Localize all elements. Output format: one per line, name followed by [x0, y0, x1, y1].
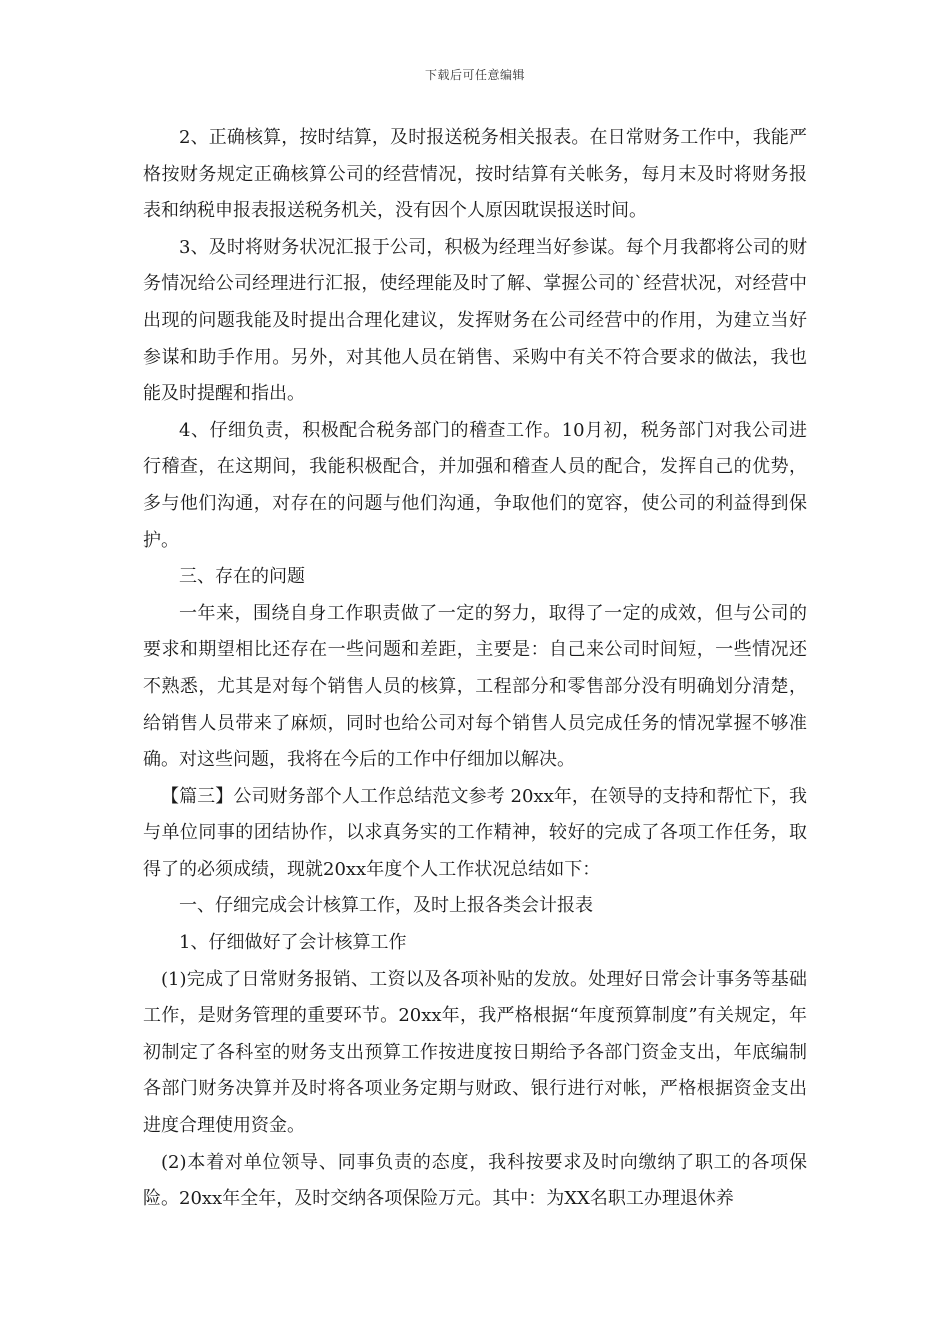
section-heading-accounting-work: 一、仔细完成会计核算工作，及时上报各类会计报表 [179, 895, 593, 917]
paragraph-part-three-intro: 【篇三】公司财务部个人工作总结范文参考 20xx年，在领导的支持和帮忙下，我与单位同事的团结协作，以求真务实的工作精神，较好的完成了各项工作任务，取得了的必须成绩，现就20xx年度个人工作状况总结如下： [143, 785, 807, 880]
paragraph-problems: 一年来，围绕自身工作职责做了一定的努力，取得了一定的成效，但与公司的要求和期望相比还存在一些问题和差距，主要是：自己来公司时间短，一些情况还不熟悉，尤其是对每个销售人员的核算，工程部分和零售部分没有明确划分清楚，给销售人员带来了麻烦，同时也给公司对每个销售人员完成任务的情况掌握不够准确。对这些问题，我将在今后的工作中仔细加以解决。 [143, 602, 807, 771]
paragraph-tax-audit: 4、仔细负责，积极配合税务部门的稽查工作。10月初，税务部门对我公司进行稽查，在这期间，我能积极配合，并加强和稽查人员的配合，发挥自己的优势，多与他们沟通，对存在的问题与他们沟通，争取他们的宽容，使公司的利益得到保护。 [143, 419, 807, 551]
section-heading-problems: 三、存在的问题 [179, 566, 305, 588]
paragraph-item-2: (2)本着对单位领导、同事负责的态度，我科按要求及时向缴纳了职工的各项保险。20xx年全年，及时交纳各项保险万元。其中：为XX名职工办理退休养 [143, 1151, 807, 1210]
paragraph-item-1: (1)完成了日常财务报销、工资以及各项补贴的发放。处理好日常会计事务等基础工作，是财务管理的重要环节。20xx年，我严格根据“年度预算制度”有关规定，年初制定了各科室的财务支出预算工作按进度按日期给予各部门资金支出，年底编制各部门财务决算并及时将各项业务定期与财政、银行进行对帐，严格根据资金支出进度合理使用资金。 [143, 968, 807, 1137]
document-body [143, 120, 807, 1218]
page-header: 下载后可任意编辑 [424, 68, 525, 82]
subheading-accounting: 1、仔细做好了会计核算工作 [179, 932, 407, 954]
paragraph-report-to-company: 3、及时将财务状况汇报于公司，积极为经理当好参谋。每个月我都将公司的财务情况给公司经理进行汇报，使经理能及时了解、掌握公司的`经营状况，对经营中出现的问题我能及时提出合理化建议，发挥财务在公司经营中的作用，为建立当好参谋和助手作用。另外，对其他人员在销售、采购中有关不符合要求的做法，我也能及时提醒和指出。 [143, 236, 807, 405]
paragraph-accounting-settlement: 2、正确核算，按时结算，及时报送税务相关报表。在日常财务工作中，我能严格按财务规定正确核算公司的经营情况，按时结算有关帐务，每月末及时将财务报表和纳税申报表报送税务机关，没有因个人原因耽误报送时间。 [143, 127, 807, 222]
